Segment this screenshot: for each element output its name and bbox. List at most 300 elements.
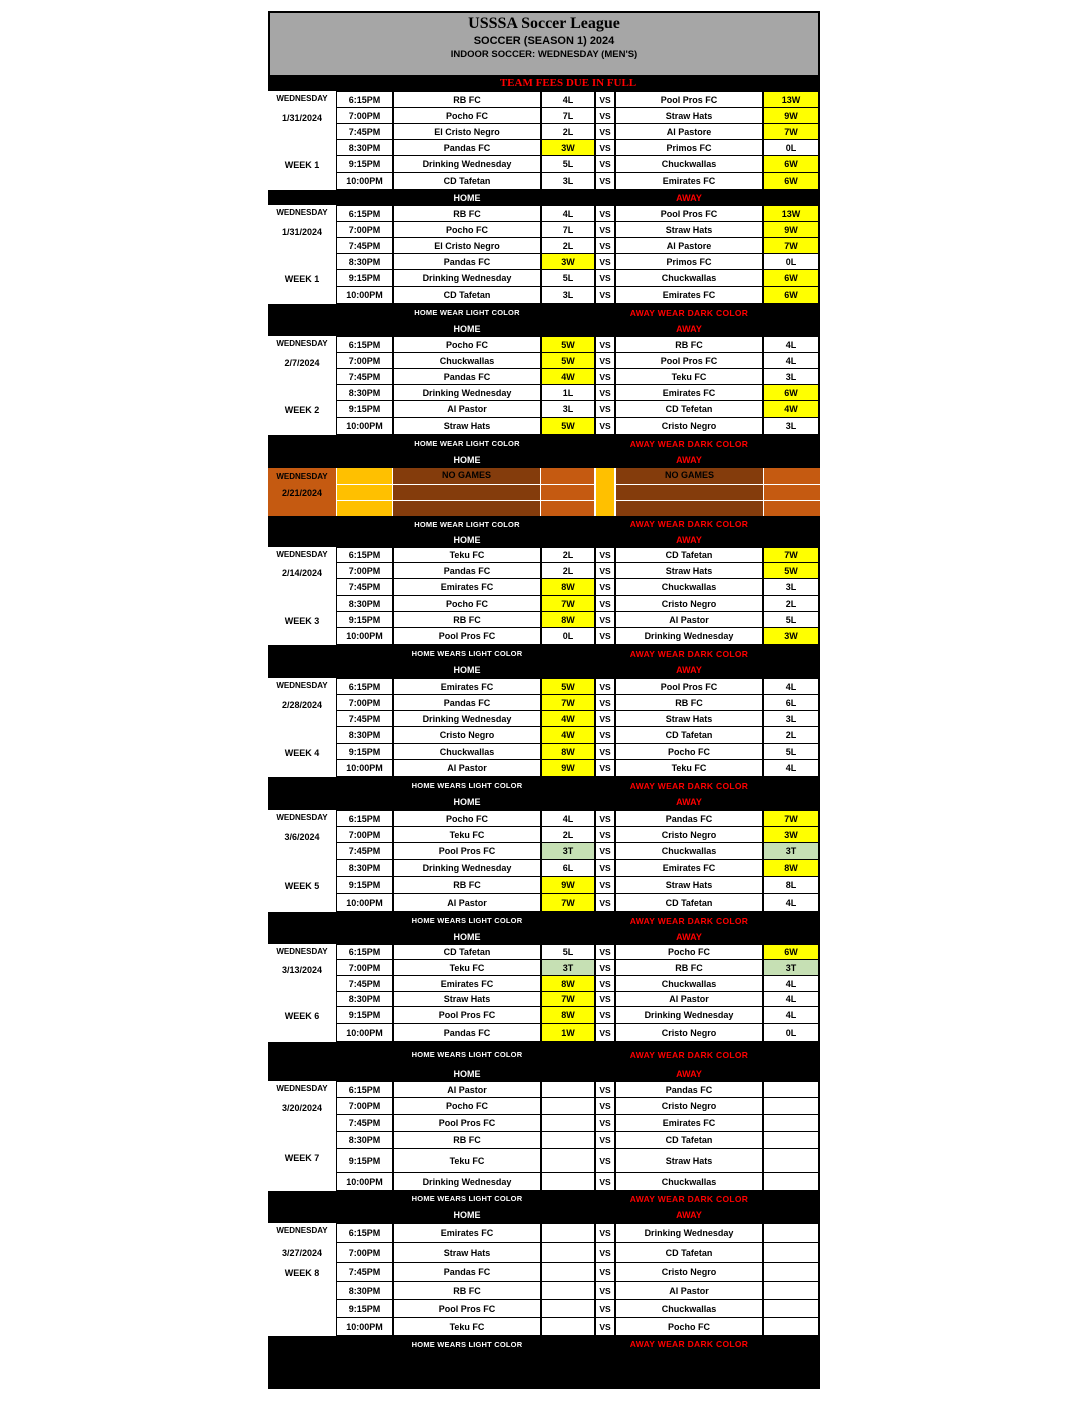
game-time: 6:15PM xyxy=(336,91,393,108)
game-row xyxy=(336,810,820,827)
home-score: 6L xyxy=(541,860,595,877)
game-row xyxy=(336,678,820,695)
game-time: 6:15PM xyxy=(336,1081,393,1098)
game-time: 9:15PM xyxy=(336,270,393,287)
home-score xyxy=(541,1318,595,1336)
away-score: 4L xyxy=(763,1007,820,1024)
wear-band xyxy=(268,435,820,452)
away-color-note: AWAY WEAR DARK COLOR xyxy=(629,307,749,318)
away-score: 4L xyxy=(763,678,820,695)
home-score: 3L xyxy=(541,173,595,190)
home-team: Pandas FC xyxy=(393,1263,541,1282)
home-score: 5W xyxy=(541,678,595,695)
home-team: Pandas FC xyxy=(393,695,541,711)
game-time: 8:30PM xyxy=(336,1132,393,1149)
game-time: 7:45PM xyxy=(336,976,393,992)
away-header: AWAY xyxy=(676,534,702,545)
game-time: 9:15PM xyxy=(336,1149,393,1173)
home-team: Pandas FC xyxy=(393,1024,541,1042)
game-time: 9:15PM xyxy=(336,1300,393,1318)
no-games-home-cell xyxy=(393,485,540,500)
game-row xyxy=(336,205,820,222)
home-score: 0L xyxy=(541,628,595,645)
away-score: 0L xyxy=(763,254,820,270)
no-games-score-cell xyxy=(764,468,820,484)
game-row xyxy=(336,843,820,860)
no-games-home-label: NO GAMES xyxy=(441,470,491,480)
game-time: 10:00PM xyxy=(336,894,393,912)
away-team: Chuckwallas xyxy=(615,843,763,860)
away-team: RB FC xyxy=(615,336,763,353)
no-games-away-cell xyxy=(616,501,763,516)
schedule-header xyxy=(268,11,820,75)
home-color-note: HOME WEAR LIGHT COLOR xyxy=(414,439,520,448)
game-time: 7:00PM xyxy=(336,695,393,711)
vs-label: VS xyxy=(595,744,615,760)
no-games-score-cell xyxy=(764,501,820,516)
week-date: 2/21/2024 xyxy=(281,488,323,498)
home-team: CD Tafetan xyxy=(393,944,541,960)
home-header: HOME xyxy=(453,1069,481,1079)
home-score: 3W xyxy=(541,140,595,156)
game-row xyxy=(336,1173,820,1191)
game-row xyxy=(336,877,820,894)
week-date: 2/28/2024 xyxy=(281,700,323,710)
week-number: WEEK 8 xyxy=(284,1268,320,1278)
home-team: Pandas FC xyxy=(393,369,541,385)
vs-label: VS xyxy=(595,860,615,877)
vs-label: VS xyxy=(595,628,615,645)
week-section xyxy=(268,1223,820,1336)
away-team: Drinking Wednesday xyxy=(615,628,763,645)
no-games-time-cell xyxy=(337,501,392,516)
home-team: Emirates FC xyxy=(393,976,541,992)
game-row xyxy=(336,960,820,976)
game-row xyxy=(336,944,820,960)
away-team: Al Pastor xyxy=(615,612,763,628)
game-row xyxy=(336,418,820,435)
home-band xyxy=(268,662,820,678)
no-games-score-cell xyxy=(541,468,594,484)
home-band xyxy=(268,1067,820,1081)
away-team: Pandas FC xyxy=(615,810,763,827)
vs-label: VS xyxy=(595,1263,615,1282)
away-score: 9W xyxy=(763,222,820,238)
game-time: 7:45PM xyxy=(336,124,393,140)
game-time: 7:00PM xyxy=(336,108,393,124)
game-time: 6:15PM xyxy=(336,547,393,563)
away-score xyxy=(763,1149,820,1173)
home-team: Teku FC xyxy=(393,827,541,843)
home-header: HOME xyxy=(453,665,481,675)
away-header: AWAY xyxy=(676,1069,702,1079)
game-row xyxy=(336,1263,820,1282)
no-games-score-cell xyxy=(541,485,594,500)
away-score: 4L xyxy=(763,976,820,992)
home-team: Straw Hats xyxy=(393,992,541,1007)
game-row xyxy=(336,547,820,563)
week-date: 3/20/2024 xyxy=(281,1103,323,1113)
home-team: Straw Hats xyxy=(393,418,541,435)
game-time: 8:30PM xyxy=(336,385,393,401)
home-color-note: HOME WEARS LIGHT COLOR xyxy=(411,1339,523,1349)
away-team: Drinking Wednesday xyxy=(615,1223,763,1243)
home-color-note: HOME WEAR LIGHT COLOR xyxy=(414,308,520,317)
away-team: CD Tafetan xyxy=(615,547,763,563)
vs-label: VS xyxy=(595,695,615,711)
home-score: 8W xyxy=(541,744,595,760)
home-score: 5L xyxy=(541,156,595,173)
wear-band xyxy=(268,777,820,794)
home-header: HOME xyxy=(453,192,481,203)
day-label: WEDNESDAY xyxy=(276,471,328,481)
home-team: Emirates FC xyxy=(393,579,541,596)
away-team: Cristo Negro xyxy=(615,1263,763,1282)
game-time: 6:15PM xyxy=(336,205,393,222)
game-row xyxy=(336,1081,820,1098)
vs-label: VS xyxy=(595,612,615,628)
away-team: Pool Pros FC xyxy=(615,91,763,108)
away-score: 4L xyxy=(763,894,820,912)
day-label: WEDNESDAY xyxy=(276,681,328,690)
home-team: Al Pastor xyxy=(393,1081,541,1098)
home-score: 4L xyxy=(541,91,595,108)
away-score xyxy=(763,1173,820,1191)
home-team: RB FC xyxy=(393,612,541,628)
away-score: 4L xyxy=(763,336,820,353)
away-team: Cristo Negro xyxy=(615,1098,763,1115)
home-team: El Cristo Negro xyxy=(393,124,541,140)
game-row xyxy=(336,827,820,843)
week-label-column xyxy=(268,547,336,645)
away-team: Al Pastore xyxy=(615,238,763,254)
game-time: 6:15PM xyxy=(336,678,393,695)
week-section xyxy=(268,1081,820,1191)
game-row xyxy=(336,108,820,124)
away-score xyxy=(763,1081,820,1098)
away-team: CD Tafetan xyxy=(615,894,763,912)
home-band xyxy=(268,321,820,336)
away-score: 5L xyxy=(763,612,820,628)
game-time: 7:45PM xyxy=(336,369,393,385)
home-score: 8W xyxy=(541,976,595,992)
home-team: Cristo Negro xyxy=(393,727,541,744)
game-row xyxy=(336,385,820,401)
away-color-note: AWAY WEAR DARK COLOR xyxy=(629,648,749,659)
home-team: Pocho FC xyxy=(393,1098,541,1115)
game-time: 6:15PM xyxy=(336,944,393,960)
home-team: Pocho FC xyxy=(393,596,541,612)
no-games-home-cell xyxy=(393,501,540,516)
game-time: 9:15PM xyxy=(336,1007,393,1024)
home-score xyxy=(541,1300,595,1318)
vs-label: VS xyxy=(595,579,615,596)
endband-band xyxy=(268,1336,820,1389)
home-header: HOME xyxy=(453,534,481,545)
week-date: 2/7/2024 xyxy=(284,358,320,368)
no-games-week xyxy=(268,468,820,516)
away-team: Pool Pros FC xyxy=(615,205,763,222)
vs-label: VS xyxy=(595,238,615,254)
vs-label: VS xyxy=(595,1223,615,1243)
away-color-note: AWAY WEAR DARK COLOR xyxy=(629,1193,749,1204)
away-score: 7W xyxy=(763,124,820,140)
away-score xyxy=(763,1300,820,1318)
game-row xyxy=(336,353,820,369)
away-score: 4W xyxy=(763,401,820,418)
away-score: 3L xyxy=(763,579,820,596)
away-team: CD Tafetan xyxy=(615,1132,763,1149)
home-score: 2L xyxy=(541,124,595,140)
week-label-column xyxy=(268,91,336,190)
home-score: 8W xyxy=(541,1007,595,1024)
game-time: 10:00PM xyxy=(336,418,393,435)
vs-label: VS xyxy=(595,1243,615,1263)
home-score xyxy=(541,1173,595,1191)
vs-label: VS xyxy=(595,418,615,435)
day-label: WEDNESDAY xyxy=(276,1084,328,1093)
fees-band xyxy=(268,75,820,91)
vs-label: VS xyxy=(595,944,615,960)
home-band xyxy=(268,929,820,944)
no-games-away-label: NO GAMES xyxy=(664,470,714,480)
day-label: WEDNESDAY xyxy=(276,1226,328,1235)
game-time: 7:00PM xyxy=(336,222,393,238)
day-label: WEDNESDAY xyxy=(276,339,328,348)
wear-band xyxy=(268,645,820,662)
away-color-note: AWAY WEAR DARK COLOR xyxy=(629,780,749,791)
vs-label: VS xyxy=(595,140,615,156)
away-team: Straw Hats xyxy=(615,563,763,579)
away-score: 9W xyxy=(763,108,820,124)
home-score: 8W xyxy=(541,579,595,596)
vs-label: VS xyxy=(595,205,615,222)
away-header: AWAY xyxy=(676,455,702,465)
game-row xyxy=(336,1282,820,1300)
home-score: 7W xyxy=(541,596,595,612)
away-score: 4L xyxy=(763,353,820,369)
vs-label: VS xyxy=(595,270,615,287)
week-number: WEEK 4 xyxy=(284,748,320,758)
week-date: 3/13/2024 xyxy=(281,965,323,975)
away-team: Chuckwallas xyxy=(615,976,763,992)
game-row xyxy=(336,563,820,579)
away-team: Pocho FC xyxy=(615,944,763,960)
vs-label: VS xyxy=(595,385,615,401)
week-label-column xyxy=(268,678,336,777)
home-team: Pandas FC xyxy=(393,563,541,579)
day-label: WEDNESDAY xyxy=(276,947,328,956)
game-row xyxy=(336,894,820,912)
away-team: Cristo Negro xyxy=(615,827,763,843)
home-team: Drinking Wednesday xyxy=(393,860,541,877)
game-row xyxy=(336,1149,820,1173)
away-score xyxy=(763,1098,820,1115)
vs-label: VS xyxy=(595,156,615,173)
game-row xyxy=(336,369,820,385)
home-score: 1W xyxy=(541,1024,595,1042)
home-team: Drinking Wednesday xyxy=(393,1173,541,1191)
game-time: 6:15PM xyxy=(336,336,393,353)
wear-band xyxy=(268,304,820,321)
no-games-time-cell xyxy=(337,485,392,500)
away-score xyxy=(763,1243,820,1263)
home-score: 7W xyxy=(541,894,595,912)
home-score xyxy=(541,1282,595,1300)
vs-label: VS xyxy=(595,727,615,744)
home-team: RB FC xyxy=(393,205,541,222)
away-team: Pandas FC xyxy=(615,1081,763,1098)
home-score: 5W xyxy=(541,418,595,435)
vs-label: VS xyxy=(595,1300,615,1318)
home-score: 7L xyxy=(541,108,595,124)
week-label-column xyxy=(268,1223,336,1336)
week-date: 1/31/2024 xyxy=(281,227,323,237)
home-score xyxy=(541,1243,595,1263)
game-time: 7:45PM xyxy=(336,843,393,860)
week-section xyxy=(268,944,820,1042)
home-team: RB FC xyxy=(393,877,541,894)
home-team: Pool Pros FC xyxy=(393,1007,541,1024)
away-team: CD Tefetan xyxy=(615,401,763,418)
home-header: HOME xyxy=(453,1209,481,1220)
game-row xyxy=(336,596,820,612)
home-score: 4L xyxy=(541,205,595,222)
home-team: Teku FC xyxy=(393,1318,541,1336)
fees-due-banner: TEAM FEES DUE IN FULL xyxy=(499,77,637,89)
away-score xyxy=(763,1223,820,1243)
away-color-note: AWAY WEAR DARK COLOR xyxy=(629,438,749,449)
day-label: WEDNESDAY xyxy=(276,208,328,217)
game-row xyxy=(336,287,820,304)
vs-label: VS xyxy=(595,1098,615,1115)
vs-label: VS xyxy=(595,1149,615,1173)
away-score: 6W xyxy=(763,944,820,960)
away-score: 13W xyxy=(763,205,820,222)
game-time: 9:15PM xyxy=(336,612,393,628)
away-score: 8L xyxy=(763,877,820,894)
week-label-column xyxy=(268,336,336,435)
vs-label: VS xyxy=(595,843,615,860)
home-team: Teku FC xyxy=(393,1149,541,1173)
wear-band xyxy=(268,516,820,532)
home-team: CD Tafetan xyxy=(393,287,541,304)
game-row xyxy=(336,336,820,353)
game-row xyxy=(336,976,820,992)
vs-label: VS xyxy=(595,1282,615,1300)
home-score xyxy=(541,1263,595,1282)
game-time: 7:00PM xyxy=(336,353,393,369)
schedule-body xyxy=(268,75,820,1389)
week-label-column xyxy=(268,944,336,1042)
away-score: 0L xyxy=(763,1024,820,1042)
away-score: 8W xyxy=(763,860,820,877)
game-time: 7:00PM xyxy=(336,827,393,843)
no-games-away-cell xyxy=(616,485,763,500)
away-team: Primos FC xyxy=(615,140,763,156)
home-team: Al Pastor xyxy=(393,894,541,912)
week-section xyxy=(268,810,820,912)
game-time: 9:15PM xyxy=(336,401,393,418)
week-number: WEEK 1 xyxy=(284,160,320,170)
game-time: 7:45PM xyxy=(336,1115,393,1132)
vs-label: VS xyxy=(595,711,615,727)
division-subtitle: INDOOR SOCCER: WEDNESDAY (MEN'S) xyxy=(450,49,638,60)
home-band xyxy=(268,1206,820,1223)
away-score: 7W xyxy=(763,238,820,254)
game-row xyxy=(336,1243,820,1263)
away-team: Emirates FC xyxy=(615,1115,763,1132)
home-color-note: HOME WEARS LIGHT COLOR xyxy=(411,1194,523,1203)
vs-label: VS xyxy=(595,827,615,843)
game-time: 10:00PM xyxy=(336,173,393,190)
game-time: 10:00PM xyxy=(336,760,393,777)
week-date: 3/6/2024 xyxy=(284,832,320,842)
away-team: CD Tafetan xyxy=(615,727,763,744)
home-team: Drinking Wednesday xyxy=(393,156,541,173)
home-team: Chuckwallas xyxy=(393,353,541,369)
game-time: 7:45PM xyxy=(336,711,393,727)
home-score xyxy=(541,1149,595,1173)
home-score: 7W xyxy=(541,695,595,711)
game-row xyxy=(336,238,820,254)
home-score: 5W xyxy=(541,353,595,369)
game-time: 8:30PM xyxy=(336,1282,393,1300)
no-games-time-cell xyxy=(337,468,392,484)
home-score: 4L xyxy=(541,810,595,827)
away-team: Chuckwallas xyxy=(615,270,763,287)
away-score xyxy=(763,1263,820,1282)
away-team: Straw Hats xyxy=(615,1149,763,1173)
away-score: 5L xyxy=(763,744,820,760)
home-score: 5L xyxy=(541,270,595,287)
away-team: Straw Hats xyxy=(615,222,763,238)
home-team: Pocho FC xyxy=(393,222,541,238)
away-team: CD Tafetan xyxy=(615,1243,763,1263)
home-band xyxy=(268,452,820,468)
game-time: 10:00PM xyxy=(336,628,393,645)
vs-label: VS xyxy=(595,547,615,563)
game-time: 7:45PM xyxy=(336,238,393,254)
away-team: Pool Pros FC xyxy=(615,678,763,695)
week-section xyxy=(268,678,820,777)
away-score: 3L xyxy=(763,418,820,435)
week-section xyxy=(268,91,820,190)
home-team: Drinking Wednesday xyxy=(393,385,541,401)
home-team: Teku FC xyxy=(393,960,541,976)
away-team: Straw Hats xyxy=(615,877,763,894)
game-row xyxy=(336,401,820,418)
home-header: HOME xyxy=(453,323,481,334)
home-score: 2L xyxy=(541,563,595,579)
league-title: USSSA Soccer League xyxy=(468,15,620,32)
game-row xyxy=(336,727,820,744)
away-score: 7W xyxy=(763,810,820,827)
game-row xyxy=(336,254,820,270)
away-score xyxy=(763,1318,820,1336)
home-score xyxy=(541,1132,595,1149)
away-team: Pocho FC xyxy=(615,1318,763,1336)
away-score: 6W xyxy=(763,173,820,190)
game-time: 6:15PM xyxy=(336,1223,393,1243)
vs-label: VS xyxy=(595,1132,615,1149)
no-games-score-cell xyxy=(764,485,820,500)
vs-label: VS xyxy=(595,760,615,777)
home-header: HOME xyxy=(453,455,481,465)
game-row xyxy=(336,992,820,1007)
week-number: WEEK 3 xyxy=(284,616,320,626)
away-team: Emirates FC xyxy=(615,385,763,401)
